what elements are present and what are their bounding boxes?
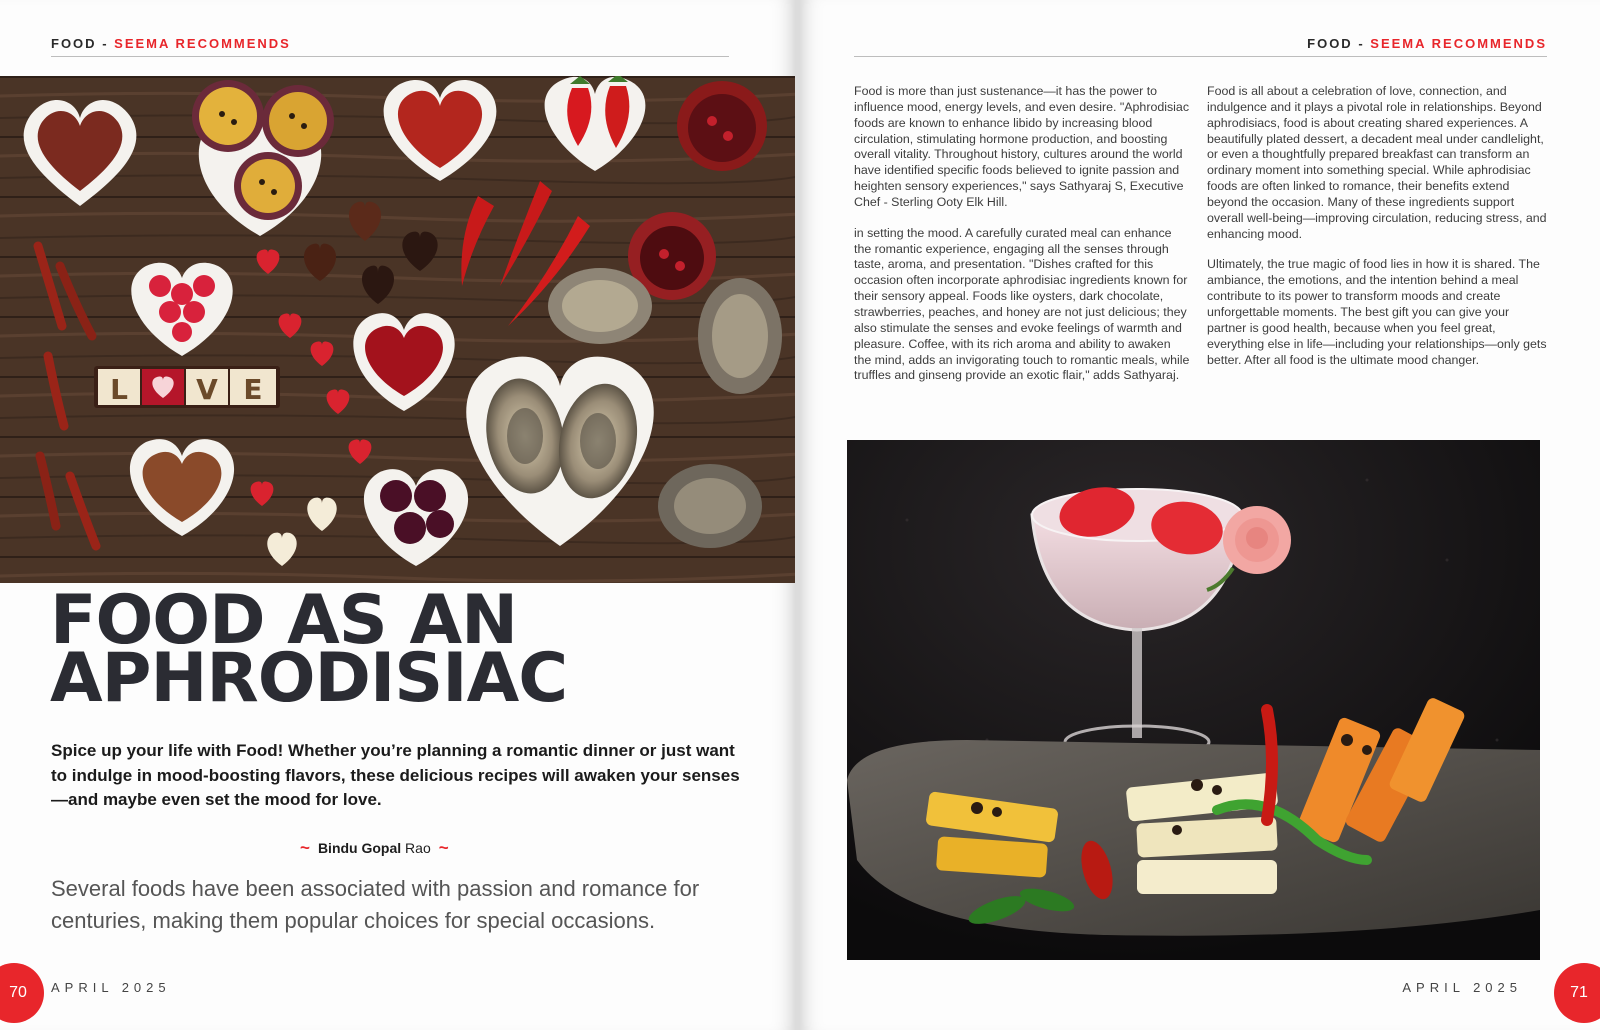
header-rule (51, 56, 729, 57)
page-number-badge (1554, 963, 1600, 1023)
issue-date: APRIL 2025 (1402, 980, 1522, 995)
author-last-name: Rao (405, 840, 431, 856)
column-label: SEEMA RECOMMENDS (114, 36, 291, 51)
body-paragraph: Food is more than just sustenance—it has the power to influence mood, energy levels, and even desire. "Aphrodisiac foods are known to enhance libido by increasing blood circulation, stimulating hormone production, and boosting overall vitality. Throughout history, cultures around the world have identified specific foods believed to ignite passion and heighten sensory experiences," says Sathyaraj S, Executive Chef - Sterling Ooty Elk Hill. (854, 84, 1190, 209)
body-column-2 (1207, 84, 1547, 383)
author-first-name: Bindu Gopal (317, 840, 402, 856)
love-chocolate-bar (94, 366, 280, 408)
issue-date: APRIL 2025 (51, 980, 171, 995)
page-number: 71 (1570, 984, 1588, 1001)
hero-image (0, 76, 795, 583)
page-number-badge (0, 963, 44, 1023)
chocolate-letter-l: L (110, 373, 128, 406)
section-label: FOOD (1307, 36, 1353, 51)
headline-line-1: FOOD AS AN (50, 581, 517, 660)
chocolate-letter-e: E (243, 373, 263, 406)
right-page (800, 0, 1600, 1030)
section-label: FOOD (51, 36, 97, 51)
running-head-right (1307, 36, 1547, 51)
body-paragraph: Ultimately, the true magic of food lies in how it is shared. The ambiance, the emotions, and the intention behind a meal contribute to its power to transform moods and create unforgettable moments. The best gift you can give your partner is good health, because when you feel great, everything else in life—including your relationships—only gets better. After all food is the ultimate mood changer. (1207, 257, 1547, 367)
header-rule (854, 56, 1547, 57)
separator: - (1358, 36, 1365, 51)
body-paragraph: in setting the mood. A carefully curated meal can enhance the romantic experience, engaging all the senses through taste, aroma, and presentation. "Dishes crafted for this occasion often incorporate aphrodisiac ingredients known for their sensory appeal. Foods like oysters, dark chocolate, strawberries, peaches, and honey are not just delicious; they also stimulate the senses and evoke feelings of warmth and pleasure. Coffee, with its rich aroma and ability to awaken the mind, adds an invigorating touch to romantic meals, while truffles and ginseng provide an exotic flair," adds Sathyaraj. (854, 225, 1190, 383)
body-column-1 (854, 84, 1190, 399)
chocolate-letter-v: V (196, 373, 218, 406)
byline (300, 838, 449, 858)
left-page (0, 0, 795, 1030)
intro-text: Several foods have been associated with passion and romance for centuries, making them popular choices for special occasions. (51, 876, 700, 933)
column-label: SEEMA RECOMMENDS (1370, 36, 1547, 51)
headline (50, 581, 568, 718)
separator: - (102, 36, 109, 51)
body-paragraph: Food is all about a celebration of love, connection, and indulgence and it plays a pivotal role in relationships. Beyond aphrodisiacs, food is about creating shared experiences. A beautifully plated dessert, a decadent meal under candlelight, or even a thoughtfully prepared breakfast can transform an ordinary moment into something special. While aphrodisiac foods are often linked to romance, their benefits extend beyond the occasion. Many of these ingredients support overall well-being—improving circulation, reducing stress, and enhancing mood. (1207, 84, 1547, 241)
running-head-left (51, 36, 291, 51)
squiggle-icon: ~ (438, 838, 449, 857)
page-number: 70 (9, 984, 27, 1001)
headline-line-2: APHRODISIAC (50, 639, 568, 718)
squiggle-icon: ~ (300, 838, 310, 857)
cocktail-photo (847, 440, 1540, 960)
deck-text: Spice up your life with Food! Whether you’re planning a romantic dinner or just want to indulge in mood-boosting flavors, these delicious recipes will awaken your senses—and maybe even set the mood for love. (51, 741, 740, 809)
